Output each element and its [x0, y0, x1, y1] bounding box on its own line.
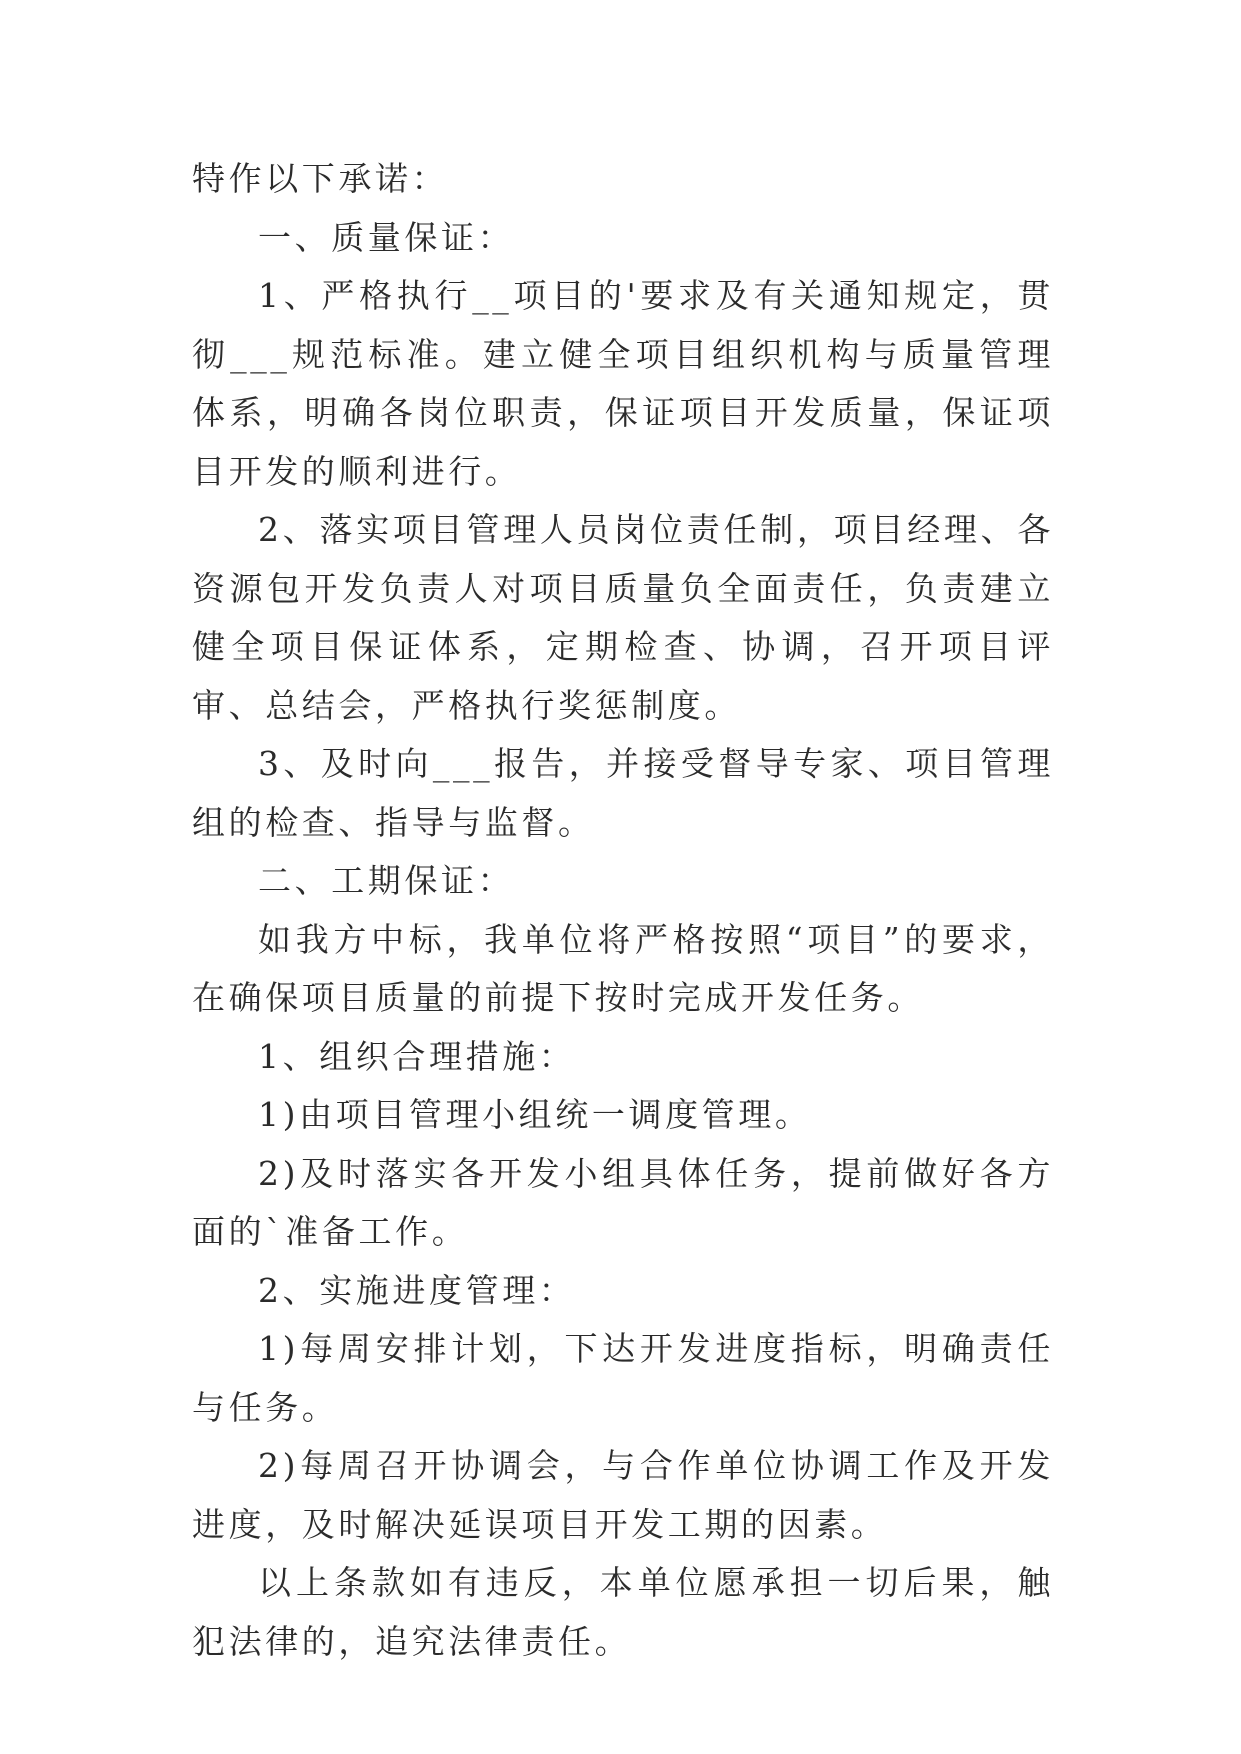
- section-heading-quality: 一、质量保证：: [258, 217, 515, 257]
- paragraph-intro: 特作以下承诺：: [192, 159, 449, 198]
- paragraph-schedule-intro: 如我方中标，我单位将严格按照“项目”的要求，在确保项目质量的前提下按时完成开发任务。: [192, 919, 1054, 1017]
- section-heading-schedule: 二、工期保证：: [258, 861, 515, 900]
- subheading-organization: 1、组织合理措施：: [258, 1036, 576, 1076]
- paragraph-liability: 以上条款如有违反，本单位愿承担一切后果，触犯法律的，追究法律责任。: [192, 1563, 1054, 1661]
- paragraph-quality-2: 2、落实项目管理人员岗位责任制，项目经理、各资源包开发负责人对项目质量负全面责任，负责建立健全项目保证体系，定期检查、协调，召开项目评审、总结会，严格执行奖惩制度。: [192, 510, 1054, 725]
- document-page: [192, 150, 1054, 1671]
- list-item-organization-1: 1)由项目管理小组统一调度管理。: [258, 1095, 812, 1134]
- list-item-progress-1: 1)每周安排计划，下达开发进度指标，明确责任与任务。: [192, 1329, 1054, 1427]
- subheading-progress: 2、实施进度管理：: [258, 1270, 576, 1310]
- paragraph-quality-1: 1、严格执行__项目的'要求及有关通知规定，贯彻___规范标准。建立健全项目组织机构与质量管理体系，明确各岗位职责，保证项目开发质量，保证项目开发的顺利进行。: [192, 276, 1054, 491]
- list-item-organization-2: 2)及时落实各开发小组具体任务，提前做好各方面的`准备工作。: [192, 1153, 1054, 1251]
- paragraph-quality-3: 3、及时向___报告，并接受督导专家、项目管理组的检查、指导与监督。: [192, 744, 1054, 842]
- list-item-progress-2: 2)每周召开协调会，与合作单位协调工作及开发进度，及时解决延误项目开发工期的因素。: [192, 1446, 1054, 1544]
